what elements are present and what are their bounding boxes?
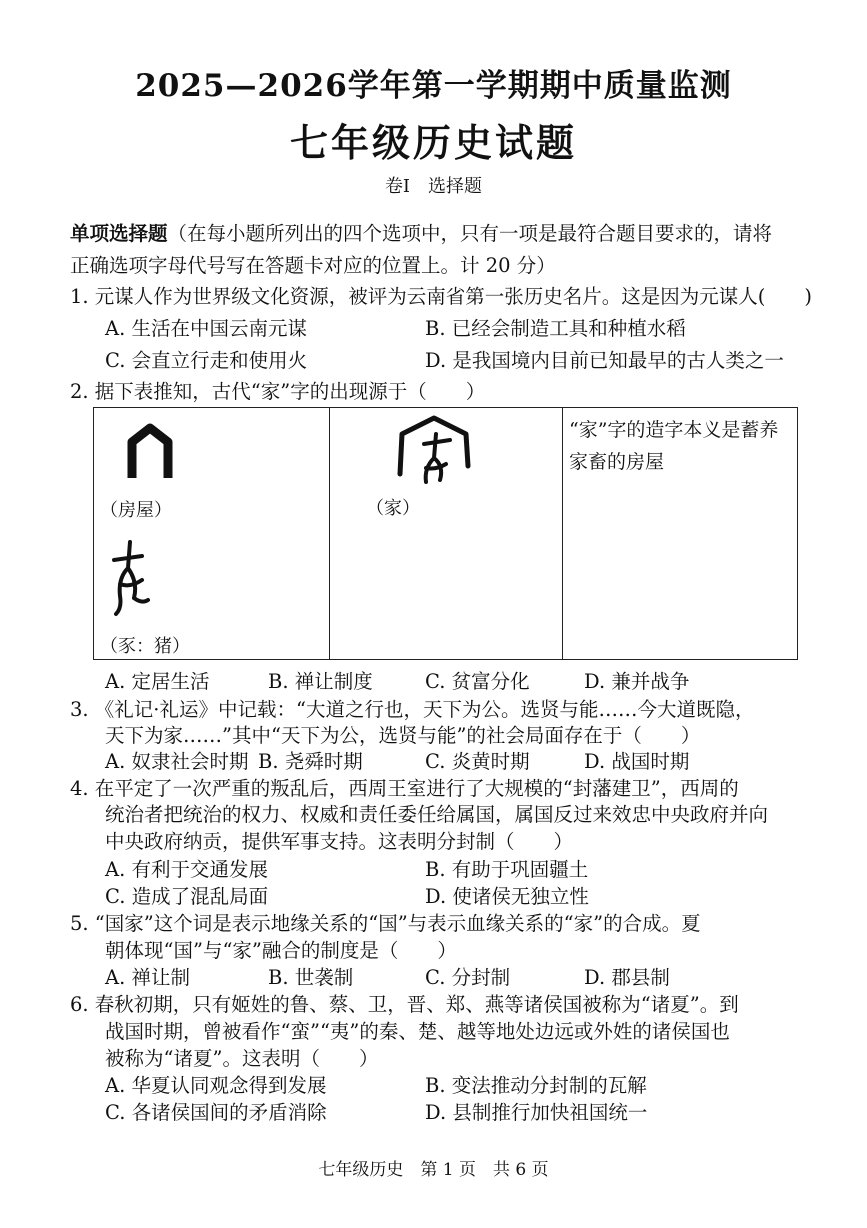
home-glyph-icon — [394, 414, 474, 488]
q2-option-b: B. 禅让制度 — [268, 670, 373, 693]
caption-house: （房屋） — [100, 500, 172, 521]
q6-option-b: B. 变法推动分封制的瓦解 — [425, 1074, 647, 1097]
q2-option-d: D. 兼并战争 — [584, 670, 690, 693]
q5-option-c: C. 分封制 — [425, 966, 511, 989]
q4-option-a: A. 有利于交通发展 — [105, 858, 268, 881]
q4-option-b: B. 有助于巩固疆土 — [425, 858, 589, 881]
table-cell-house-pig — [94, 408, 330, 659]
question-4-stem-line-2: 统治者把统治的权力、权威和责任委任给属国，属国反过来效忠中央政府并向 — [105, 803, 769, 826]
instructions-line-2: 正确选项字母代号写在答题卡对应的位置上。计 20 分） — [70, 254, 556, 277]
q5-option-a: A. 禅让制 — [105, 966, 190, 989]
question-4-stem-line-1: 4. 在平定了一次严重的叛乱后，西周王室进行了大规模的“封藩建卫”，西周的 — [70, 777, 739, 800]
instructions-line-1 — [70, 222, 772, 245]
table-cell-home — [330, 408, 563, 659]
instructions-label: 单项选择题 — [70, 222, 168, 245]
question-6-stem-line-1: 6. 春秋初期，只有姬姓的鲁、蔡、卫，晋、郑、燕等诸侯国被称为“诸夏”。到 — [70, 993, 739, 1016]
exam-subject-title: 七年级历史试题 — [289, 120, 577, 165]
character-meaning-note: “家”字的造字本义是蓄养家畜的房屋 — [569, 419, 779, 473]
question-5-stem-line-1: 5. “国家”这个词是表示地缘关系的“国”与表示血缘关系的“家”的合成。夏 — [70, 912, 701, 935]
q6-option-a: A. 华夏认同观念得到发展 — [105, 1074, 327, 1097]
question-3-stem-line-2: 天下为家……”其中“天下为公，选贤与能”的社会局面存在于（ ） — [105, 724, 701, 747]
exam-title: 2025—2026学年第一学期期中质量监测 — [135, 68, 732, 104]
instructions-text: （在每小题所列出的四个选项中，只有一项是最符合题目要求的，请将 — [167, 222, 773, 245]
question-2-stem: 2. 据下表推知，古代“家”字的出现源于（ ） — [70, 380, 486, 403]
caption-home: （家） — [366, 498, 420, 519]
q6-option-d: D. 县制推行加快祖国统一 — [425, 1101, 648, 1124]
q5-option-d: D. 郡县制 — [584, 966, 670, 989]
q3-option-b: B. 尧舜时期 — [258, 750, 363, 773]
q2-option-c: C. 贫富分化 — [425, 670, 530, 693]
house-glyph-icon — [124, 420, 176, 482]
question-5-stem-line-2: 朝体现“国”与“家”融合的制度是（ ） — [105, 939, 457, 962]
section-heading: 卷Ⅰ 选择题 — [384, 176, 483, 197]
question-4-stem-line-3: 中央政府纳贡，提供军事支持。这表明分封制（ ） — [105, 830, 574, 853]
q3-option-d: D. 战国时期 — [584, 750, 690, 773]
caption-pig: （豕：猪） — [100, 636, 190, 657]
pig-glyph-icon — [108, 538, 154, 618]
table-cell-note — [563, 408, 796, 659]
q4-option-c: C. 造成了混乱局面 — [105, 885, 269, 908]
q2-option-a: A. 定居生活 — [105, 670, 210, 693]
character-origin-table — [93, 407, 798, 660]
question-1-stem: 1. 元谋人作为世界级文化资源，被评为云南省第一张历史名片。这是因为元谋人( ) — [70, 285, 813, 308]
page-footer: 七年级历史 第 1 页 共 6 页 — [318, 1160, 549, 1180]
q4-option-d: D. 使诸侯无独立性 — [425, 885, 589, 908]
q1-option-d: D. 是我国境内目前已知最早的古人类之一 — [425, 349, 784, 372]
q5-option-b: B. 世袭制 — [268, 966, 354, 989]
q1-option-b: B. 已经会制造工具和种植水稻 — [425, 317, 686, 340]
q6-option-c: C. 各诸侯国间的矛盾消除 — [105, 1101, 327, 1124]
q3-option-c: C. 炎黄时期 — [425, 750, 530, 773]
question-6-stem-line-2: 战国时期，曾被看作“蛮”“夷”的秦、楚、越等地处边远或外姓的诸侯国也 — [105, 1020, 730, 1043]
question-3-stem-line-1: 3. 《礼记·礼运》中记载：“大道之行也，天下为公。选贤与能……今大道既隐， — [70, 698, 755, 721]
q3-option-a: A. 奴隶社会时期 — [105, 750, 249, 773]
question-6-stem-line-3: 被称为“诸夏”。这表明（ ） — [105, 1047, 379, 1070]
q1-option-c: C. 会直立行走和使用火 — [105, 349, 308, 372]
q1-option-a: A. 生活在中国云南元谋 — [105, 317, 307, 340]
